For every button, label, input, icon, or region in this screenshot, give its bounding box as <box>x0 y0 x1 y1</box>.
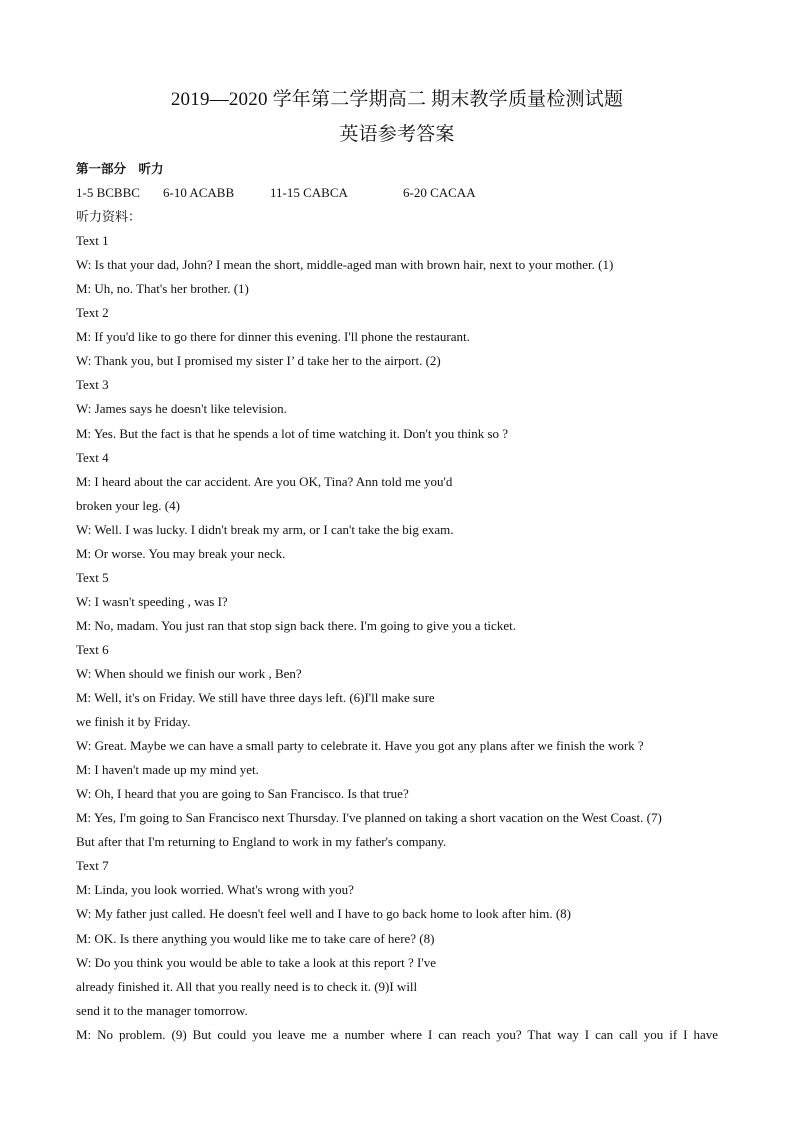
transcript-line: W: Oh, I heard that you are going to San Francisco. Is that true? <box>76 786 409 802</box>
transcript-line: send it to the manager tomorrow. <box>76 1002 248 1018</box>
text-heading: Text 5 <box>76 569 109 585</box>
transcript-line: W: Is that your dad, John? I mean the short, middle-aged man with brown hair, next to your mother. (1) <box>76 257 614 273</box>
transcript-line: M: Well, it's on Friday. We still have three days left. (6)I'll make sure <box>76 690 435 706</box>
transcript-line: M: Yes. But the fact is that he spends a lot of time watching it. Don't you think so ? <box>76 425 509 441</box>
transcript-line: M: OK. Is there anything you would like me to take care of here? (8) <box>76 930 435 946</box>
transcript-line: W: When should we finish our work , Ben? <box>76 665 302 681</box>
transcript-line: M: No, madam. You just ran that stop sign back there. I'm going to give you a ticket. <box>76 617 516 633</box>
transcript-line: we finish it by Friday. <box>76 714 191 730</box>
transcript-line: M: I haven't made up my mind yet. <box>76 762 259 778</box>
answer-key-row <box>76 181 736 205</box>
transcript-line: W: Well. I was lucky. I didn't break my arm, or I can't take the big exam. <box>76 521 454 537</box>
answer-group: 11-15 CABCA <box>270 185 348 201</box>
text-heading: Text 1 <box>76 233 109 249</box>
transcript-line: already finished it. All that you really need is to check it. (9)I will <box>76 978 418 994</box>
materials-label: 听力资料： <box>76 209 142 225</box>
section-heading: 第一部分 听力 <box>76 161 164 176</box>
transcript-line: M: I heard about the car accident. Are you OK, Tina? Ann told me you'd <box>76 473 453 489</box>
page-subtitle: 英语参考答案 <box>339 124 455 145</box>
page-title: 2019—2020 学年第二学期高二 期末教学质量检测试题 <box>170 89 624 110</box>
transcript-line: W: I wasn't speeding , was I? <box>76 593 228 609</box>
transcript-line: M: Uh, no. That's her brother. (1) <box>76 281 249 297</box>
text-heading: Text 6 <box>76 641 109 657</box>
document-body <box>76 157 736 1047</box>
transcript-line: M: Yes, I'm going to San Francisco next Thursday. I've planned on taking a short vacation on the West Coast. (7) <box>76 810 662 826</box>
transcript-line: W: Great. Maybe we can have a small party to celebrate it. Have you got any plans after we finish the work ? <box>76 738 644 754</box>
transcript-line: W: James says he doesn't like television. <box>76 401 287 417</box>
transcript-line: M: No problem. (9) But could you leave me a number where I can reach you? That way I can call you if I have <box>76 1026 718 1042</box>
transcript-line: M: Linda, you look worried. What's wrong with you? <box>76 882 354 898</box>
transcript-line: broken your leg. (4) <box>76 497 180 513</box>
transcript <box>76 229 736 1047</box>
text-heading: Text 4 <box>76 449 109 465</box>
answer-group: 1-5 BCBBC <box>76 185 140 201</box>
transcript-line: W: Thank you, but I promised my sister I’ d take her to the airport. (2) <box>76 353 441 369</box>
answer-group: 6-20 CACAA <box>403 185 476 201</box>
text-heading: Text 2 <box>76 305 109 321</box>
transcript-line: But after that I'm returning to England to work in my father's company. <box>76 834 447 850</box>
transcript-line: W: Do you think you would be able to take a look at this report ? I've <box>76 954 436 970</box>
transcript-line: M: Or worse. You may break your neck. <box>76 545 286 561</box>
transcript-line: W: My father just called. He doesn't feel well and I have to go back home to look after him. (8) <box>76 906 571 922</box>
text-heading: Text 7 <box>76 858 109 874</box>
transcript-line: M: If you'd like to go there for dinner this evening. I'll phone the restaurant. <box>76 329 470 345</box>
answer-group: 6-10 ACABB <box>163 185 235 201</box>
text-heading: Text 3 <box>76 377 109 393</box>
